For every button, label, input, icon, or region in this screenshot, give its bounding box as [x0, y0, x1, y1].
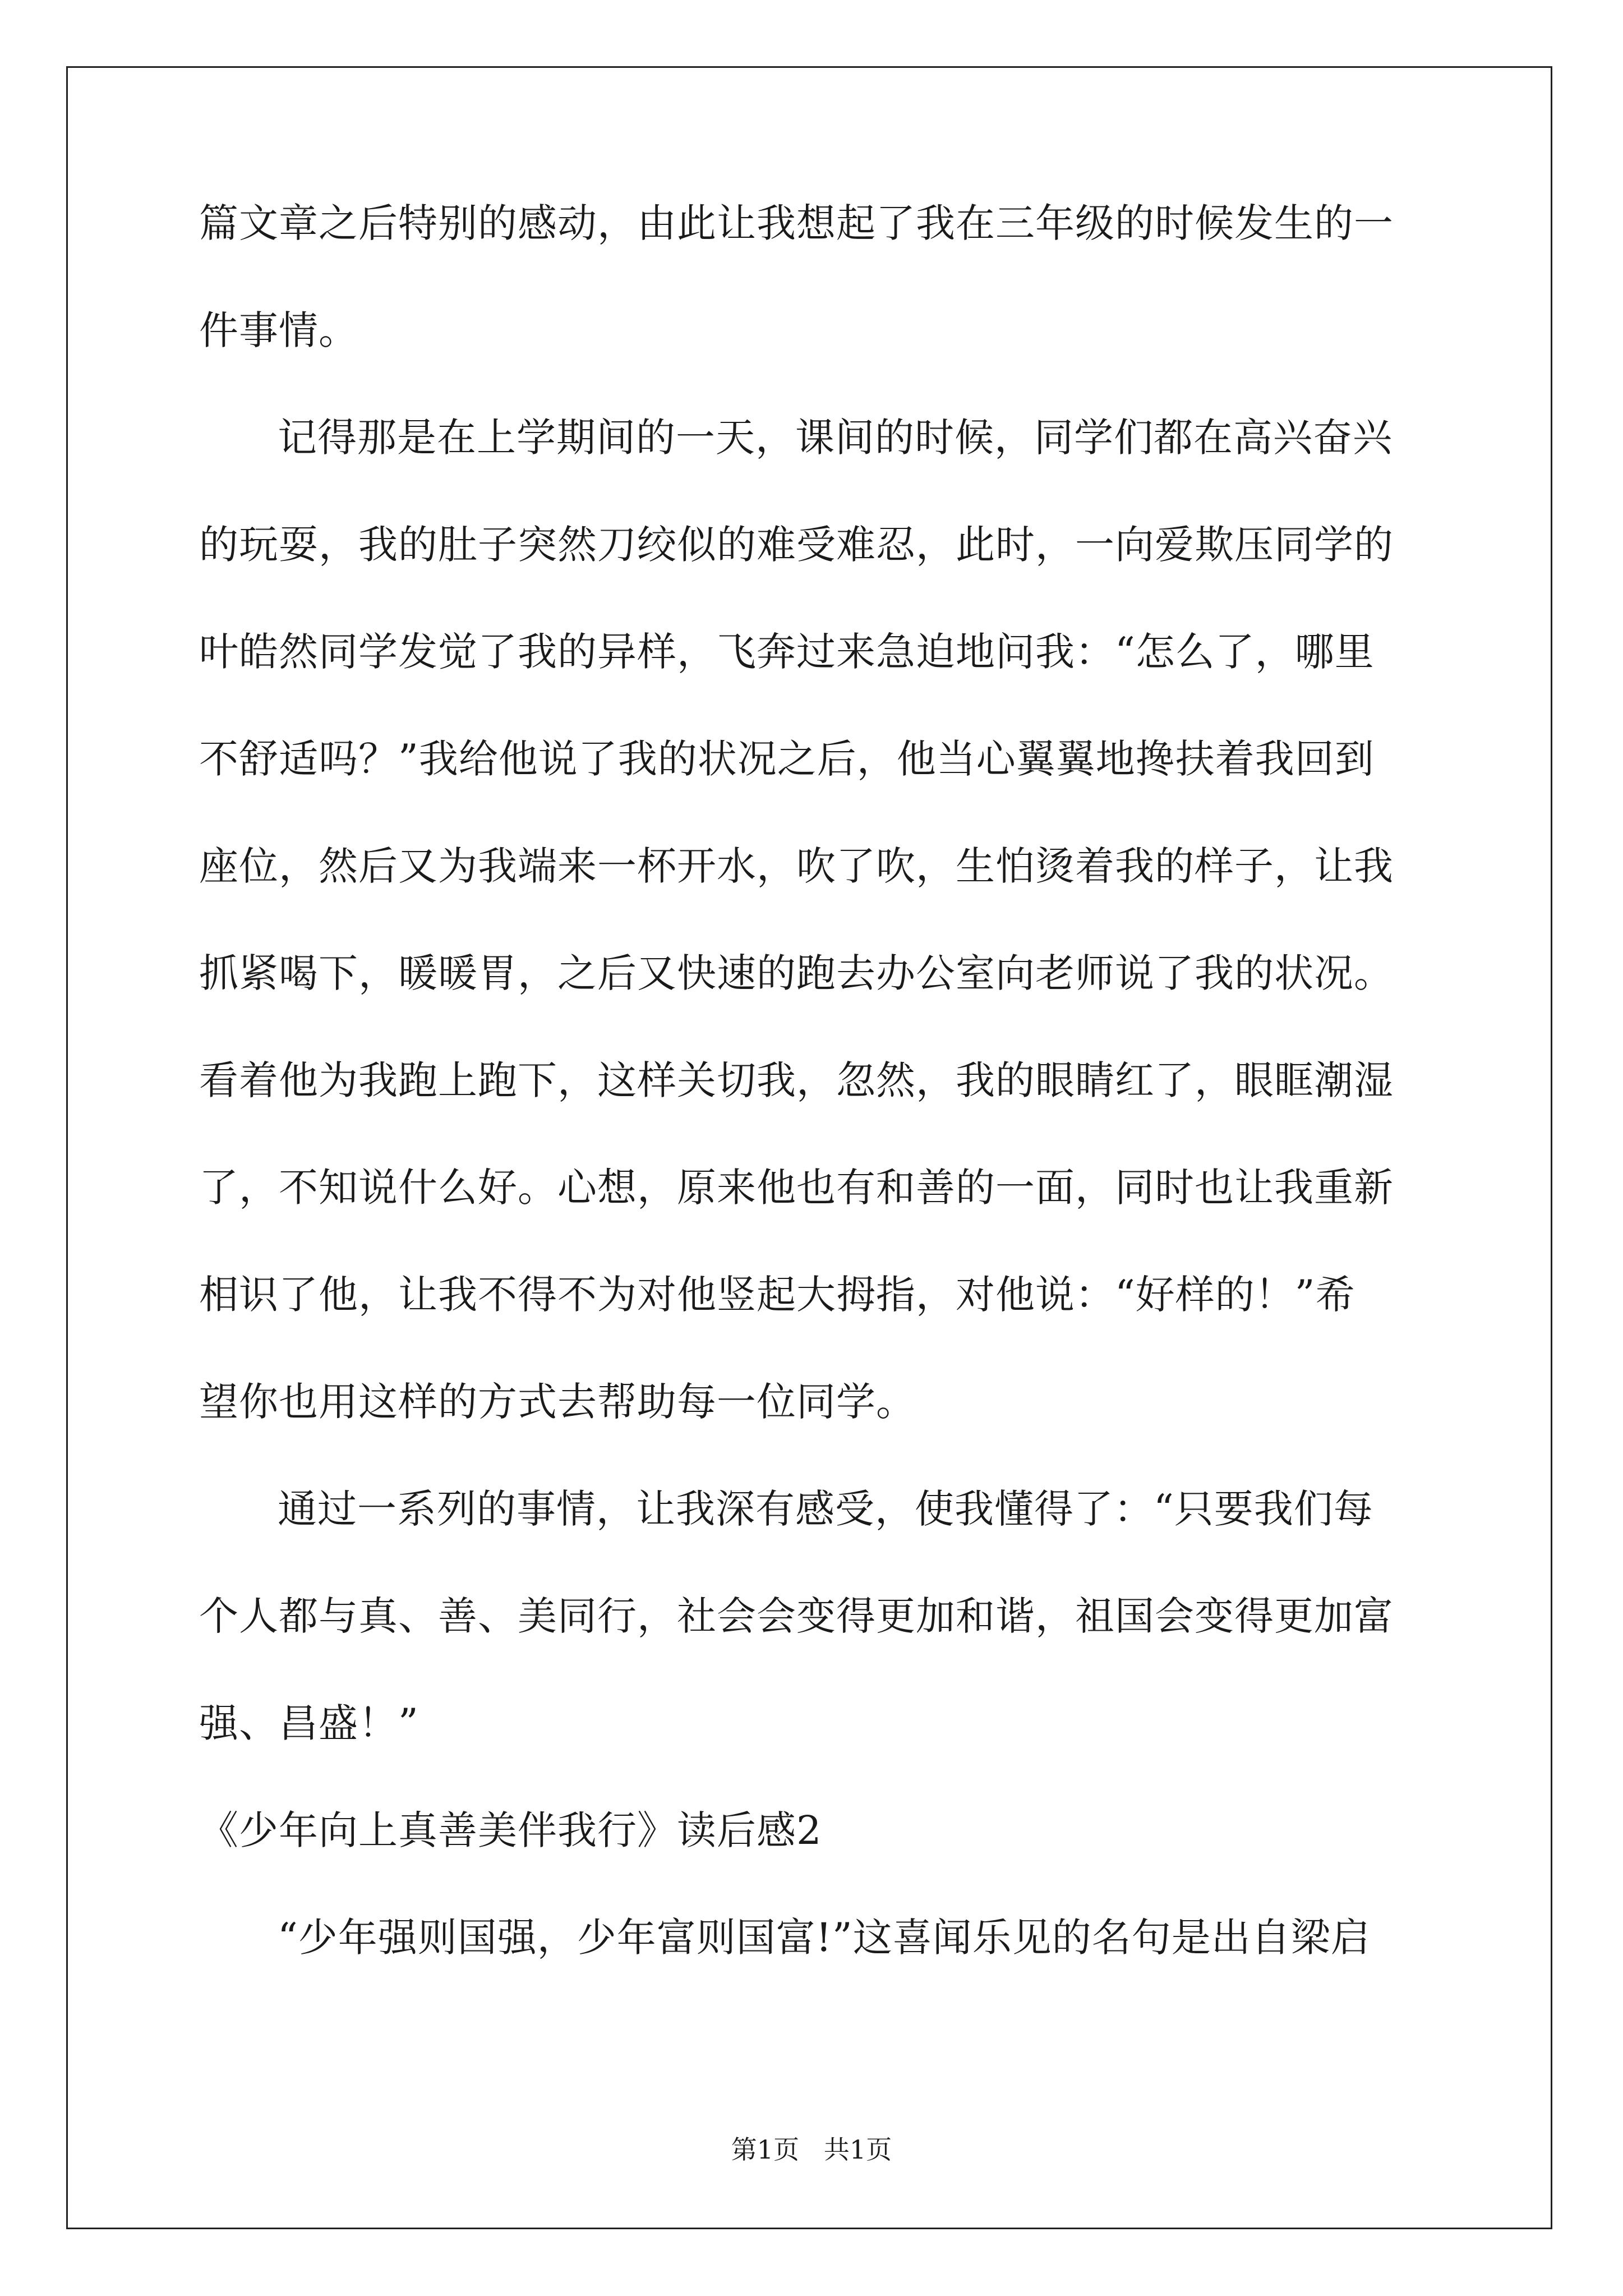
document-body — [199, 196, 1427, 2018]
text-line: 个人都与真、善、美同行，社会会变得更加和谐，祖国会变得更加富 — [199, 1593, 1394, 1639]
paragraph-start-line: 通过一系列的事情，让我深有感受，使我懂得了：“只要我们每 — [278, 1486, 1373, 1532]
text-line: 件事情。 — [199, 307, 358, 353]
text-line: 看着他为我跑上跑下，这样关切我，忽然，我的眼睛红了，眼眶潮湿 — [199, 1057, 1394, 1103]
text-line: 抓紧喝下，暖暖胃，之后又快速的跑去办公室向老师说了我的状况。 — [199, 950, 1394, 996]
paragraph-start-line: “少年强则国强，少年富则国富!”这喜闻乐见的名句是出自梁启 — [278, 1915, 1371, 1961]
text-line: 篇文章之后特别的感动，由此让我想起了我在三年级的时候发生的一 — [199, 200, 1394, 246]
page-number-footer: 第1页 共1页 — [731, 2134, 892, 2165]
text-line: 座位，然后又为我端来一杯开水，吹了吹，生怕烫着我的样子，让我 — [199, 843, 1394, 889]
text-line: 的玩耍，我的肚子突然刀绞似的难受难忍，此时，一向爱欺压同学的 — [199, 522, 1394, 568]
section-heading: 《少年向上真善美伴我行》读后感2 — [199, 1807, 822, 1853]
paragraph-start-line: 记得那是在上学期间的一天，课间的时候，同学们都在高兴奋兴 — [278, 415, 1393, 461]
text-line: 了，不知说什么好。心想，原来他也有和善的一面，同时也让我重新 — [199, 1165, 1394, 1211]
text-line: 叶皓然同学发觉了我的异样，飞奔过来急迫地问我：“怎么了，哪里 — [199, 629, 1375, 675]
text-line: 不舒适吗？”我给他说了我的状况之后，他当心翼翼地搀扶着我回到 — [199, 736, 1375, 782]
text-line: 望你也用这样的方式去帮助每一位同学。 — [199, 1379, 916, 1425]
text-line: 强、昌盛！” — [199, 1700, 419, 1746]
text-line: 相识了他，让我不得不为对他竖起大拇指，对他说：“好样的！”希 — [199, 1272, 1355, 1318]
